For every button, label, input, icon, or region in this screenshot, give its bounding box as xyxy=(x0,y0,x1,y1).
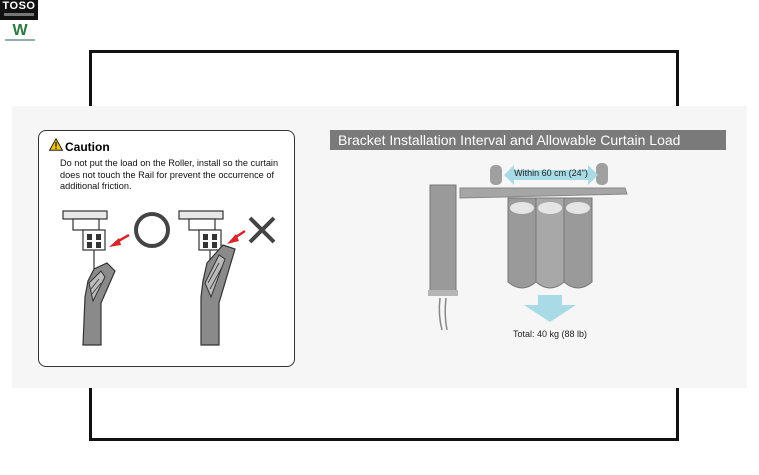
roller-illustrations xyxy=(39,131,296,368)
correct-install-illustration xyxy=(63,211,129,345)
curtain-load-label: Total: 40 kg (88 lb) xyxy=(512,329,588,339)
caution-panel xyxy=(38,130,295,367)
brand-w-logo-underline xyxy=(5,39,35,41)
toso-logo-text: TOSO xyxy=(2,0,36,12)
caution-title: Caution xyxy=(65,140,110,154)
bracket-left xyxy=(490,165,502,185)
bracket-right xyxy=(596,163,608,185)
bracket-interval-label: Within 60 cm (24") xyxy=(514,168,588,178)
x-cross-icon xyxy=(250,218,274,242)
frame-top-border xyxy=(89,50,679,106)
incorrect-install-illustration xyxy=(179,211,245,345)
bracket-section-title: Bracket Installation Interval and Allowable Curtain Load xyxy=(330,130,726,150)
load-arrow-icon xyxy=(524,295,576,322)
circle-ok-icon xyxy=(136,214,168,246)
toso-logo xyxy=(0,0,38,20)
frame-bottom-border xyxy=(89,388,679,441)
caution-text: Do not put the load on the Roller, install so the curtain does not touch the Rail for prevent the occurrence of additional friction. xyxy=(60,158,279,191)
brand-w-logo: W xyxy=(12,22,28,39)
logo-tagline-bar xyxy=(4,13,34,16)
